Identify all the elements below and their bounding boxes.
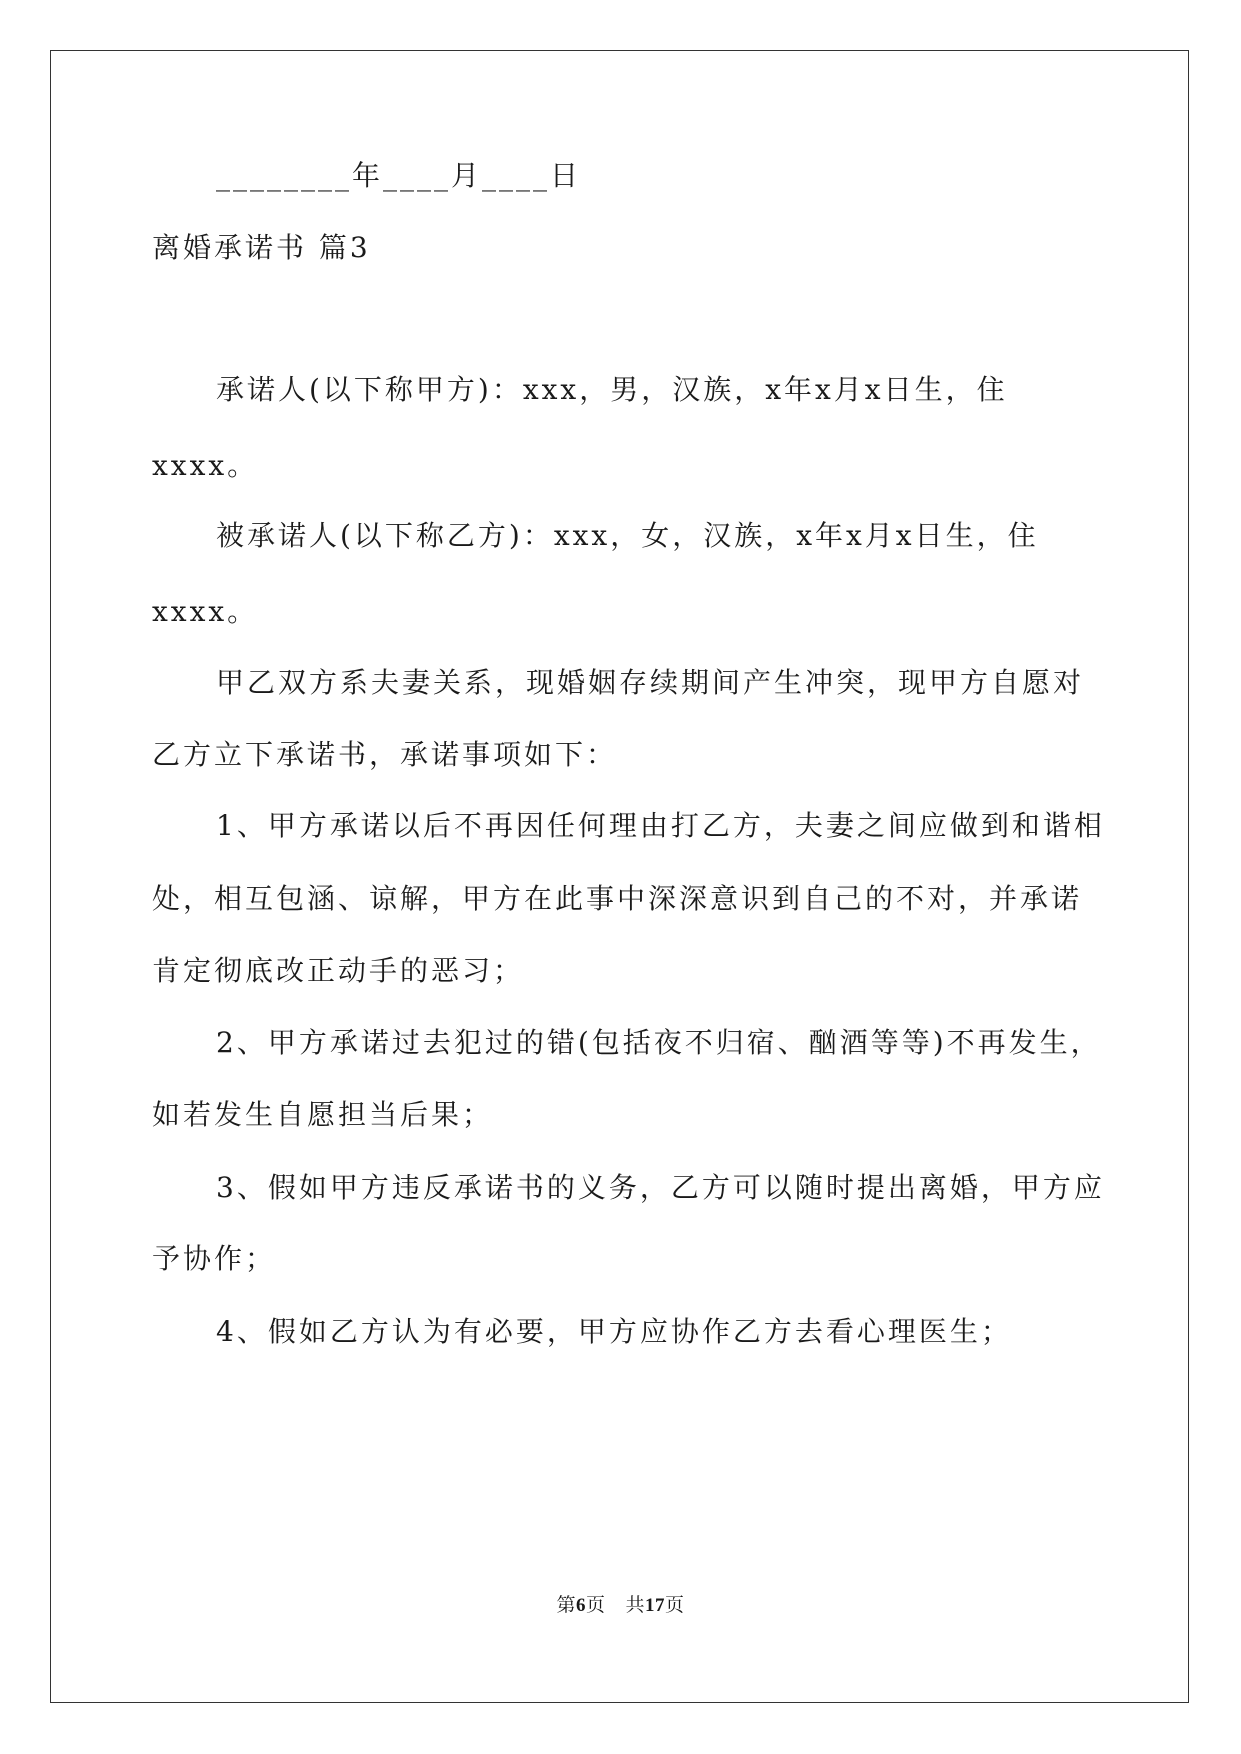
total-suffix: 页 (665, 1594, 685, 1616)
paragraph-line: xxxx。 (152, 595, 259, 628)
paragraph-line: xxxx。 (152, 449, 259, 482)
section-title: 离婚承诺书 篇3 (152, 231, 371, 264)
paragraph-line: 肯定彻底改正动手的恶习； (152, 954, 525, 987)
total-page-number: 17 (645, 1595, 666, 1616)
paragraph-line: 4、假如乙方认为有必要，甲方应协作乙方去看心理医生； (216, 1315, 1012, 1348)
total-prefix: 共 (625, 1594, 646, 1616)
paragraph-line: 1、甲方承诺以后不再因任何理由打乙方，夫妻之间应做到和谐相 (216, 809, 1105, 842)
paragraph-line: 被承诺人(以下称乙方)：xxx，女，汉族，x年x月x日生，住 (216, 519, 1039, 552)
page-label: 页 (585, 1594, 606, 1616)
paragraph-line: 如若发生自愿担当后果； (152, 1098, 494, 1131)
paragraph-line: 3、假如甲方违反承诺书的义务，乙方可以随时提出离婚，甲方应 (216, 1171, 1105, 1204)
paragraph-line: 承诺人(以下称甲方)：xxx，男，汉族，x年x月x日生，住 (216, 373, 1008, 406)
page-number-footer (0, 1592, 1241, 1619)
paragraph-line: 予协作； (152, 1242, 277, 1275)
paragraph-line: 处，相互包涵、谅解，甲方在此事中深深意识到自己的不对，并承诺 (152, 882, 1083, 915)
date-line: ________年____月____日 (216, 159, 582, 192)
page-border (50, 50, 1189, 1703)
page-prefix: 第 (556, 1594, 576, 1616)
current-page-number: 6 (575, 1595, 586, 1616)
paragraph-line: 乙方立下承诺书，承诺事项如下： (152, 738, 618, 771)
paragraph-line: 甲乙双方系夫妻关系，现婚姻存续期间产生冲突，现甲方自愿对 (216, 666, 1085, 699)
paragraph-line: 2、甲方承诺过去犯过的错(包括夜不归宿、酗酒等等)不再发生， (216, 1026, 1102, 1059)
